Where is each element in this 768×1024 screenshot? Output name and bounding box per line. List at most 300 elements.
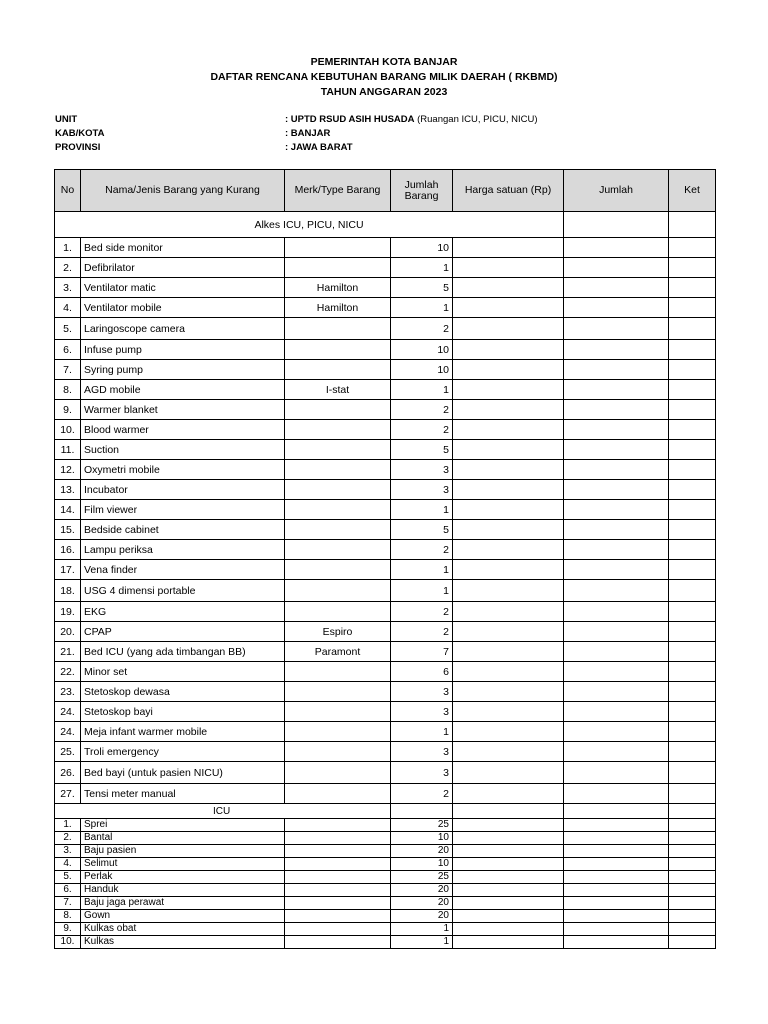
item-jumlah [564,832,669,845]
item-merk: I-stat [285,380,391,400]
item-name: Incubator [81,480,285,500]
item-jumlah [564,400,669,420]
item-jumlah [564,318,669,340]
table-row [55,819,716,832]
item-merk [285,858,391,871]
item-harga [453,884,564,897]
section-row-alkes [55,212,716,238]
item-harga [453,460,564,480]
item-name: Bed bayi (untuk pasien NICU) [81,762,285,784]
item-jumlah [564,858,669,871]
item-jumlah [564,784,669,804]
item-jumlah [564,238,669,258]
item-name: Minor set [81,662,285,682]
item-merk [285,540,391,560]
item-name: Blood warmer [81,420,285,440]
item-ket [669,278,716,298]
item-merk [285,460,391,480]
meta-unit-value-main: : UPTD RSUD ASIH HUSADA [285,114,415,125]
item-ket [669,784,716,804]
item-name: AGD mobile [81,380,285,400]
table-row [55,936,716,949]
item-harga [453,897,564,910]
row-number: 7. [55,360,81,380]
item-ket [669,500,716,520]
item-merk [285,400,391,420]
row-number: 5. [55,871,81,884]
row-number: 12. [55,460,81,480]
item-harga [453,278,564,298]
item-qty: 3 [391,742,453,762]
item-ket [669,340,716,360]
table-row [55,500,716,520]
item-name: Ventilator mobile [81,298,285,318]
item-qty: 2 [391,602,453,622]
meta-kab-value: : BANJAR [285,128,331,139]
header-line-1: PEMERINTAH KOTA BANJAR [310,56,458,68]
item-name: Warmer blanket [81,400,285,420]
item-jumlah [564,560,669,580]
table-row [55,910,716,923]
item-name: Kulkas [81,936,285,949]
item-ket [669,238,716,258]
item-qty: 5 [391,520,453,540]
row-number: 15. [55,520,81,540]
col-header-merk: Merk/Type Barang [285,170,391,212]
row-number: 3. [55,845,81,858]
table-row [55,884,716,897]
item-harga [453,540,564,560]
table-row [55,702,716,722]
item-merk: Hamilton [285,298,391,318]
item-jumlah [564,762,669,784]
item-ket [669,480,716,500]
table-row [55,622,716,642]
meta-unit [55,113,538,127]
row-number: 19. [55,602,81,622]
item-merk [285,832,391,845]
item-harga [453,520,564,540]
table-row [55,642,716,662]
table-row [55,722,716,742]
item-name: Film viewer [81,500,285,520]
table-row [55,897,716,910]
item-name: Gown [81,910,285,923]
row-number: 4. [55,298,81,318]
item-ket [669,360,716,380]
table-row [55,420,716,440]
item-ket [669,858,716,871]
row-number: 24. [55,722,81,742]
item-harga [453,662,564,682]
item-harga [453,480,564,500]
item-harga [453,298,564,318]
row-number: 20. [55,622,81,642]
row-number: 8. [55,380,81,400]
item-name: Laringoscope camera [81,318,285,340]
table-row [55,858,716,871]
item-merk [285,560,391,580]
item-jumlah [564,622,669,642]
table-row [55,832,716,845]
item-name: USG 4 dimensi portable [81,580,285,602]
item-merk [285,360,391,380]
item-name: Meja infant warmer mobile [81,722,285,742]
table-row [55,440,716,460]
item-jumlah [564,602,669,622]
item-harga [453,936,564,949]
item-harga [453,923,564,936]
table-row [55,258,716,278]
item-harga [453,832,564,845]
item-qty: 2 [391,784,453,804]
item-qty: 3 [391,702,453,722]
item-name: Handuk [81,884,285,897]
item-jumlah [564,360,669,380]
item-ket [669,871,716,884]
meta-prov-label: PROVINSI [55,142,101,153]
table-row [55,520,716,540]
item-qty: 10 [391,858,453,871]
item-jumlah [564,540,669,560]
item-name: Oxymetri mobile [81,460,285,480]
row-number: 10. [55,936,81,949]
item-qty: 3 [391,460,453,480]
item-merk [285,845,391,858]
item-harga [453,238,564,258]
item-name: Baju pasien [81,845,285,858]
item-ket [669,742,716,762]
item-merk [285,318,391,340]
item-harga [453,702,564,722]
table-row [55,742,716,762]
item-qty: 20 [391,845,453,858]
item-harga [453,722,564,742]
meta-unit-value-paren: (Ruangan ICU, PICU, NICU) [414,114,538,125]
item-jumlah [564,500,669,520]
item-ket [669,318,716,340]
item-qty: 1 [391,722,453,742]
row-number: 10. [55,420,81,440]
item-name: Tensi meter manual [81,784,285,804]
item-ket [669,560,716,580]
item-ket [669,923,716,936]
table-cell [564,804,669,819]
item-qty: 10 [391,340,453,360]
item-jumlah [564,480,669,500]
item-jumlah [564,298,669,318]
item-qty: 10 [391,360,453,380]
item-ket [669,642,716,662]
item-merk [285,884,391,897]
row-number: 9. [55,400,81,420]
row-number: 2. [55,832,81,845]
section-title-alkes: Alkes ICU, PICU, NICU [55,212,564,238]
item-qty: 1 [391,580,453,602]
table-cell [391,804,453,819]
item-jumlah [564,460,669,480]
item-ket [669,662,716,682]
item-ket [669,884,716,897]
item-harga [453,622,564,642]
item-jumlah [564,340,669,360]
item-merk [285,420,391,440]
table-row [55,278,716,298]
row-number: 11. [55,440,81,460]
item-jumlah [564,910,669,923]
row-number: 1. [55,238,81,258]
item-merk [285,440,391,460]
item-name: Bedside cabinet [81,520,285,540]
item-jumlah [564,845,669,858]
item-harga [453,318,564,340]
item-name: Stetoskop bayi [81,702,285,722]
item-harga [453,910,564,923]
item-merk [285,500,391,520]
item-ket [669,258,716,278]
item-merk: Paramont [285,642,391,662]
item-jumlah [564,884,669,897]
item-qty: 2 [391,622,453,642]
item-qty: 2 [391,420,453,440]
item-merk [285,936,391,949]
item-harga [453,380,564,400]
row-number: 7. [55,897,81,910]
row-number: 17. [55,560,81,580]
item-qty: 10 [391,238,453,258]
row-number: 21. [55,642,81,662]
item-name: Kulkas obat [81,923,285,936]
table-row [55,480,716,500]
item-jumlah [564,278,669,298]
col-header-no: No [55,170,81,212]
table-row [55,762,716,784]
item-jumlah [564,819,669,832]
item-merk [285,923,391,936]
item-qty: 6 [391,662,453,682]
item-name: Vena finder [81,560,285,580]
item-jumlah [564,662,669,682]
row-number: 25. [55,742,81,762]
item-qty: 3 [391,480,453,500]
item-name: Syring pump [81,360,285,380]
item-qty: 20 [391,897,453,910]
table-row [55,845,716,858]
row-number: 8. [55,910,81,923]
item-harga [453,440,564,460]
table-row [55,540,716,560]
row-number: 14. [55,500,81,520]
meta-kab-label: KAB/KOTA [55,128,105,139]
col-header-nama: Nama/Jenis Barang yang Kurang [81,170,285,212]
table-row [55,298,716,318]
item-ket [669,580,716,602]
item-merk: Espiro [285,622,391,642]
row-number: 13. [55,480,81,500]
meta-unit-value [285,113,538,127]
item-jumlah [564,520,669,540]
table-cell [564,212,669,238]
header-line-3: TAHUN ANGGARAN 2023 [320,86,448,98]
item-jumlah [564,702,669,722]
item-harga [453,871,564,884]
item-qty: 3 [391,762,453,784]
item-ket [669,682,716,702]
item-ket [669,602,716,622]
row-number: 9. [55,923,81,936]
item-merk [285,871,391,884]
item-ket [669,520,716,540]
item-ket [669,298,716,318]
item-qty: 2 [391,400,453,420]
item-qty: 1 [391,936,453,949]
item-merk [285,580,391,602]
item-merk [285,520,391,540]
table-row [55,923,716,936]
item-harga [453,580,564,602]
item-ket [669,460,716,480]
item-merk [285,238,391,258]
item-qty: 20 [391,910,453,923]
item-qty: 25 [391,871,453,884]
item-ket [669,762,716,784]
table-header-row [55,170,716,212]
item-qty: 25 [391,819,453,832]
item-harga [453,819,564,832]
meta-unit-label: UNIT [55,114,78,125]
item-jumlah [564,936,669,949]
row-number: 22. [55,662,81,682]
item-qty: 5 [391,278,453,298]
item-qty: 1 [391,298,453,318]
item-harga [453,500,564,520]
item-name: Sprei [81,819,285,832]
item-name: Baju jaga perawat [81,897,285,910]
table-row [55,871,716,884]
item-harga [453,845,564,858]
item-jumlah [564,923,669,936]
item-ket [669,400,716,420]
item-jumlah [564,871,669,884]
row-number: 4. [55,858,81,871]
row-number: 27. [55,784,81,804]
section-title-icu: ICU [55,804,391,819]
item-ket [669,819,716,832]
item-merk: Hamilton [285,278,391,298]
item-qty: 2 [391,540,453,560]
item-name: Perlak [81,871,285,884]
row-number: 5. [55,318,81,340]
item-qty: 5 [391,440,453,460]
table-row [55,318,716,340]
header-line-2: DAFTAR RENCANA KEBUTUHAN BARANG MILIK DAERAH ( RKBMD) [210,71,558,83]
row-number: 6. [55,884,81,897]
item-name: Bantal [81,832,285,845]
item-name: Ventilator matic [81,278,285,298]
table-row [55,360,716,380]
item-qty: 1 [391,258,453,278]
item-harga [453,560,564,580]
row-number: 3. [55,278,81,298]
item-qty: 2 [391,318,453,340]
item-harga [453,340,564,360]
item-name: Troli emergency [81,742,285,762]
item-harga [453,360,564,380]
item-ket [669,722,716,742]
section-row-icu [55,804,716,819]
table-row [55,400,716,420]
item-merk [285,682,391,702]
item-ket [669,910,716,923]
item-merk [285,722,391,742]
item-ket [669,622,716,642]
table-row [55,580,716,602]
meta-prov-value: : JAWA BARAT [285,142,353,153]
meta-kab [55,127,331,141]
item-harga [453,858,564,871]
item-name: Stetoskop dewasa [81,682,285,702]
table-cell [669,212,716,238]
item-jumlah [564,258,669,278]
item-qty: 3 [391,682,453,702]
row-number: 18. [55,580,81,602]
col-header-harga: Harga satuan (Rp) [453,170,564,212]
item-merk [285,910,391,923]
item-ket [669,897,716,910]
item-qty: 1 [391,500,453,520]
item-ket [669,845,716,858]
item-merk [285,662,391,682]
item-qty: 1 [391,560,453,580]
item-name: Lampu periksa [81,540,285,560]
item-merk [285,742,391,762]
item-qty: 1 [391,923,453,936]
item-merk [285,480,391,500]
table-row [55,602,716,622]
item-harga [453,602,564,622]
col-header-jumlah-barang: Jumlah Barang [391,170,453,212]
table-cell [669,804,716,819]
item-jumlah [564,380,669,400]
item-merk [285,702,391,722]
meta-prov [55,141,353,155]
item-harga [453,420,564,440]
item-harga [453,400,564,420]
table-row [55,662,716,682]
item-ket [669,702,716,722]
item-name: Infuse pump [81,340,285,360]
table-cell [453,804,564,819]
table-row [55,560,716,580]
item-jumlah [564,742,669,762]
item-jumlah [564,580,669,602]
item-ket [669,380,716,400]
item-ket [669,540,716,560]
item-qty: 7 [391,642,453,662]
item-name: Bed side monitor [81,238,285,258]
item-name: CPAP [81,622,285,642]
row-number: 23. [55,682,81,702]
row-number: 1. [55,819,81,832]
item-merk [285,784,391,804]
item-merk [285,819,391,832]
item-merk [285,340,391,360]
item-merk [285,762,391,784]
item-harga [453,258,564,278]
item-harga [453,762,564,784]
col-header-jumlah: Jumlah [564,170,669,212]
item-qty: 20 [391,884,453,897]
